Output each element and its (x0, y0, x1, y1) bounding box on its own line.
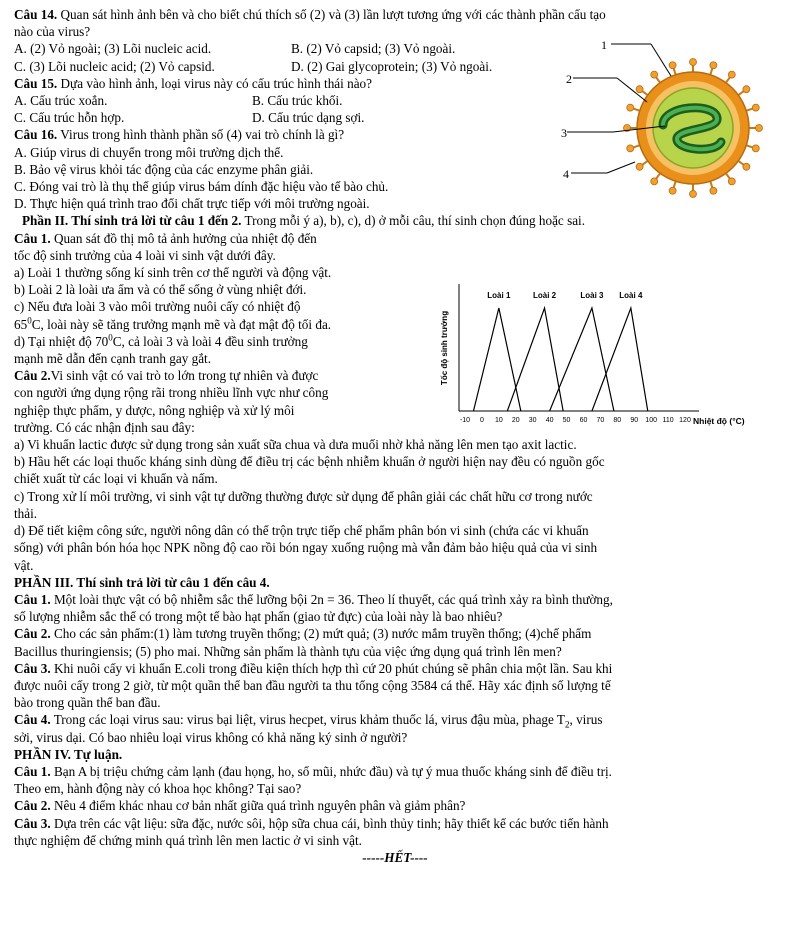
p2-q2-line3: nghiệp thực phẩm, y dược, nông nghiệp và xử lý môi (14, 402, 295, 418)
p2-q1-b: b) Loài 2 là loài ưa ẩm và có thể sống ở vùng nhiệt đới. (14, 282, 307, 298)
p2-q1-d1: d) Tại nhiệt độ $70^0C$, cả loài 3 và loài 4 đều sinh trưởng (14, 332, 308, 349)
chart-x-tick: 80 (613, 417, 622, 424)
p2-q2-line2: con người ứng dụng rộng rãi trong nhiều lĩnh vực như công (14, 385, 329, 401)
virus-label-1: 1 (601, 38, 607, 52)
p2-q2-d3: vật. (14, 557, 34, 573)
p2-q2-d2: sống) với phân bón hóa học NPK nồng độ cao rồi bón ngay xuống ruộng mà vẫn đảm bảo hiệu quả của vi sinh (14, 540, 598, 556)
q14-option-d: D. (2) Gai glycoprotein; (3) Vỏ ngoài. (291, 58, 493, 74)
q15-option-c: C. Cấu trúc hỗn hợp. (14, 110, 125, 126)
chart-series-label-3: Loài 3 (580, 291, 604, 300)
virus-spike-knob (728, 71, 735, 78)
virus-spike-knob (728, 178, 735, 185)
chart-x-tick: -10 (459, 417, 471, 424)
chart-series (473, 291, 647, 411)
p3-q3-l3: bào trong quần thể ban đầu. (14, 695, 161, 711)
q16-option-b: B. Bảo vệ virus khỏi tác động của các enzyme phân giải. (14, 161, 314, 177)
p3-q3-l1: Câu 3. Khi nuôi cấy vi khuẩn E.coli trong điều kiện thích hợp thì cứ 20 phút chúng sẽ phân chia một lần. Sau khi (14, 660, 613, 676)
chart-series-label-2: Loài 2 (532, 291, 557, 300)
virus-spike-knob (669, 187, 676, 194)
virus-spike-knob (710, 187, 717, 194)
part3-heading: PHẦN III. Thí sinh trả lời từ câu 1 đến câu 4. (14, 574, 270, 590)
chart-x-tick: 120 (679, 417, 691, 424)
end-mark: -----HẾT---- (362, 849, 428, 865)
virus-figure (561, 30, 780, 208)
p3-q1-l2: số lượng nhiễm sắc thể có trong một tế bào hạt phấn (giao tử đực) của loài này là bao nhiêu? (14, 609, 503, 625)
p2-q2-line4: trường. Có các nhận định sau đây: (14, 419, 195, 435)
p3-q3-l2: được nuôi cấy trong 2 giờ, từ một quần thể ban đầu người ta thu tổng cộng 3584 cá thể. Hãy xác định số lượng tế (14, 677, 611, 693)
p2-q2-c2: thải. (14, 505, 38, 521)
chart-y-label: Tốc độ sinh trưởng (440, 310, 449, 386)
part2-heading: Phần II. Thí sinh trả lời từ câu 1 đến 2. Trong mỗi ý a), b), c), d) ở mỗi câu, thí sinh chọn đúng hoặc sai. (22, 213, 586, 229)
q14-option-b: B. (2) Vỏ capsid; (3) Vỏ ngoài. (291, 41, 456, 57)
p2-q2-a: a) Vi khuẩn lactic được sử dụng trong sản xuất sữa chua và dưa muối nhờ khả năng lên men tạo axit lactic. (14, 437, 577, 453)
p4-q1-l1: Câu 1. Bạn A bị triệu chứng cảm lạnh (đau họng, ho, sổ mũi, nhức đầu) và tự ý mua thuốc kháng sinh để điều trị. (14, 763, 612, 779)
chart-series-label-1: Loài 1 (487, 291, 511, 300)
chart-x-tick: 100 (645, 417, 657, 424)
label-line-4b (607, 162, 635, 173)
chart-x-tick: 10 (494, 417, 503, 424)
chart-x-tick: 70 (596, 417, 605, 424)
p2-q2-b1: b) Hầu hết các loại thuốc kháng sinh dùng để điều trị các bệnh nhiễm khuẩn ở người hiện nay đều có nguồn gốc (14, 454, 605, 470)
virus-spike-knob (752, 145, 759, 152)
chart-series-line-3 (550, 308, 614, 411)
p2-q1-c1: c) Nếu đưa loài 3 vào môi trường nuôi cấy có nhiệt độ (14, 299, 301, 315)
virus-spike-knob (752, 104, 759, 111)
p4-q1-l2: Theo em, hành động này có khoa học không? Tại sao? (14, 781, 302, 797)
q15-option-b: B. Cấu trúc khối. (252, 93, 343, 109)
p3-q1-l1: Câu 1. Một loài thực vật có bộ nhiễm sắc thể lưỡng bội 2n = 36. Theo lí thuyết, các quá trình xảy ra bình thường, (14, 591, 613, 607)
virus-spike-knob (651, 71, 658, 78)
virus-spike-knob (743, 86, 750, 93)
q15-line: Câu 15. Dựa vào hình ảnh, loại virus này có cấu trúc hình thái nào? (14, 75, 372, 91)
chart-x-tick: 30 (528, 417, 537, 424)
virus-label-3: 3 (561, 126, 567, 140)
chart-x-tick: 90 (630, 417, 639, 424)
p4-q3-l1: Câu 3. Dựa trên các vật liệu: sữa đặc, nước sôi, hộp sữa chua cái, bình thủy tinh; hãy thiết kế các bước tiến hành (14, 815, 609, 831)
p3-q2-l1: Câu 2. Cho các sản phẩm:(1) làm tương truyền thống; (2) mứt quả; (3) nước mắm truyền thống; (4)chế phẩm (14, 626, 592, 642)
virus-spike-knob (636, 86, 643, 93)
q14-line2: nào của virus? (14, 24, 91, 40)
p2-q2-d1: d) Để tiết kiệm công sức, người nông dân có thể trộn trực tiếp chế phẩm phân bón vi sinh (chứa các vi khuẩn (14, 523, 589, 539)
q16-option-a: A. Giúp virus di chuyển trong môi trường dịch thể. (14, 144, 284, 160)
p4-q3-l2: thực nghiệm để chứng minh quá trình lên men lactic ở vi sinh vật. (14, 832, 362, 848)
q14-option-a: A. (2) Vỏ ngoài; (3) Lõi nucleic acid. (14, 41, 212, 57)
chart-x-tick: 110 (662, 417, 674, 424)
virus-spike-knob (690, 59, 697, 66)
virus-spike-knob (710, 62, 717, 69)
q16-line: Câu 16. Virus trong hình thành phần số (4) vai trò chính là gì? (14, 127, 345, 143)
chart-series-line-1 (473, 308, 520, 411)
q16-option-c: C. Đóng vai trò là thụ thể giúp virus bám dính đặc hiệu vào tế bào chủ. (14, 179, 389, 195)
chart-series-line-4 (592, 308, 648, 411)
p2-q1-line1: Câu 1. Quan sát đồ thị mô tả ảnh hưởng của nhiệt độ đến (14, 230, 317, 246)
virus-spike-knob (651, 178, 658, 185)
chart-x-tick: 20 (511, 417, 520, 424)
virus-spike-knob (743, 163, 750, 170)
q15-option-d: D. Cấu trúc dạng sợi. (252, 110, 365, 126)
growth-temperature-chart (437, 276, 782, 426)
p2-q2-c1: c) Trong xử lí môi trường, vi sinh vật tự dưỡng thường được sử dụng để phân giải các chất hữu cơ trong nước (14, 488, 593, 504)
chart-x-tick: 60 (579, 417, 588, 424)
p3-q4-l1: Câu 4. Trong các loại virus sau: virus bại liệt, virus hecpet, virus khảm thuốc lá, virus đậu mùa, phage $T_2$, virus (14, 712, 603, 730)
p2-q2-b2: chiết xuất từ các loại vi khuẩn và nấm. (14, 471, 218, 487)
chart-series-label-4: Loài 4 (619, 291, 643, 300)
q16-option-d: D. Thực hiện quá trình trao đổi chất trực tiếp với môi trường ngoài. (14, 196, 370, 212)
p2-q2-line1: Câu 2.Vi sinh vật có vai trò to lớn trong tự nhiên và được (14, 368, 319, 384)
p2-q1-c2: $65^0C$, loài này sẽ tăng trưởng mạnh mẽ và đạt mật độ tối đa. (14, 315, 332, 332)
p2-q1-a: a) Loài 1 thường sống kí sinh trên cơ thể người và động vật. (14, 265, 332, 281)
chart-ticks (460, 417, 691, 424)
p2-q1-line2: tốc độ sinh trưởng của 4 loài vi sinh vật dưới đây. (14, 247, 276, 263)
p2-q1-d2: mạnh mẽ dẫn đến cạnh tranh gay gắt. (14, 351, 212, 367)
virus-spike-knob (690, 191, 697, 198)
chart-x-tick: 0 (479, 417, 484, 424)
q14-option-c: C. (3) Lõi nucleic acid; (2) Vỏ capsid. (14, 58, 215, 74)
chart-x-tick: 50 (562, 417, 571, 424)
p3-q2-l2: Bacillus thuringiensis; (5) pho mai. Những sản phẩm là thành tựu của việc ứng dụng quá trình lên men? (14, 643, 562, 659)
chart-x-label: Nhiệt độ (°C) (693, 416, 745, 426)
virus-spike-knob (756, 125, 763, 132)
virus-spike-knob (669, 62, 676, 69)
virus-spike-knob (636, 163, 643, 170)
virus-label-2: 2 (566, 72, 572, 86)
q15-option-a: A. Cấu trúc xoắn. (14, 93, 108, 109)
q14-line1: Câu 14. Quan sát hình ảnh bên và cho biết chú thích số (2) và (3) lần lượt tương ứng với các thành phần cấu tạo (14, 7, 606, 22)
p4-q2-l1: Câu 2. Nêu 4 điểm khác nhau cơ bản nhất giữa quá trình nguyên phân và giảm phân? (14, 798, 466, 814)
virus-spike-knob (627, 104, 634, 111)
chart-x-tick: 40 (545, 417, 554, 424)
chart-series-line-2 (507, 308, 563, 411)
virus-spike-knob (627, 145, 634, 152)
virus-label-4: 4 (563, 167, 569, 181)
p3-q4-l2: sởi, virus dại. Có bao nhiêu loại virus không có khả năng ký sinh ở người? (14, 729, 408, 745)
part4-heading: PHẦN IV. Tự luận. (14, 746, 123, 762)
